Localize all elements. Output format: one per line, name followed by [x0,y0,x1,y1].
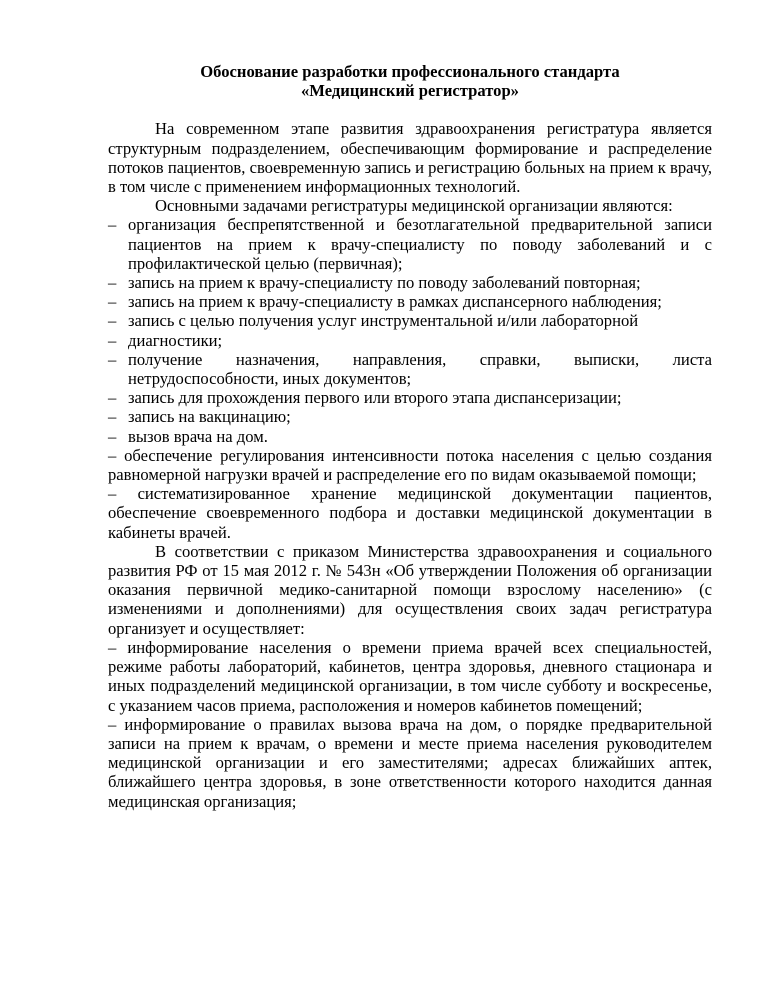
dash-marker: – [108,292,117,312]
list-item-text: организация беспрепятственной и безотлагательной предварительной записи пациентов на прием к врачу-специалисту по поводу заболеваний и с профилактической целью (первичная); [128,215,712,273]
dash-marker: – [108,637,117,657]
list-item [108,407,712,426]
list-item-text: запись на вакцинацию; [128,407,291,427]
list-item-text: диагностики; [128,330,223,350]
dash-marker: – [108,215,117,235]
list-item [108,388,712,407]
dash-marker: – [108,407,117,427]
list-item [108,350,712,388]
tasks-heading: Основными задачами регистратуры медицинской организации являются: [155,196,673,216]
function-item-text: информирование населения о времени приема врачей всех специальностей, режиме работы лабораторий, кабинетов, центра здоровья, дневного стационара и иных подразделений медицинской организации, в том числе субботу и воскресенье, с указанием часов приема, расположения и номеров кабинетов помещений; [108,637,712,715]
list-item [108,311,712,330]
list-item-text: запись на прием к врачу-специалисту в рамках диспансерного наблюдения; [128,292,662,312]
dash-marker: – [108,349,117,369]
dash-marker: – [108,484,117,504]
list-item [108,215,712,273]
list-item [108,273,712,292]
list-item-text: запись на прием к врачу-специалисту по поводу заболеваний повторная; [128,273,641,293]
title-line-1: Обоснование разработки профессионального стандарта [200,62,620,81]
function-item [108,715,712,811]
list-item-text: получение назначения, направления, справки, выписки, листа нетрудоспособности, иных документов; [128,349,712,389]
list-item-text: запись для прохождения первого или второго этапа диспансеризации; [128,388,622,408]
list-item [108,331,712,350]
list-item [108,427,712,446]
tasks-list [108,215,712,445]
document-page [108,62,712,811]
dash-marker: – [108,388,117,408]
list-item [108,292,712,311]
order-paragraph: В соответствии с приказом Министерства здравоохранения и социального развития РФ от 15 мая 2012 г. № 543н «Об утверждении Положения об организации оказания первичной медико-санитарной помощи взрослому населению» (с изменениями и дополнениями) для осуществления своих задач регистратура организует и осуществляет: [108,541,712,638]
flush-item [108,446,712,484]
list-item-text: запись с целью получения услуг инструментальной и/или лабораторной [128,311,639,331]
dash-marker: – [108,714,117,734]
intro-paragraph: На современном этапе развития здравоохранения регистратура является структурным подразделением, обеспечивающим формирование и распределение потоков пациентов, своевременную запись и регистрацию больных на прием к врачу, в том числе с применением информационных технологий. [108,119,712,197]
dash-marker: – [108,445,117,465]
flush-item-text: обеспечение регулирования интенсивности потока населения с целью создания равномерной нагрузки врачей и распределение его по видам оказываемой помощи; [108,445,712,485]
dash-marker: – [108,330,117,350]
dash-marker: – [108,426,117,446]
flush-item-text: систематизированное хранение медицинской документации пациентов, обеспечение своевременного подбора и доставки медицинской документации в кабинеты врачей. [108,484,713,542]
title-line-2: «Медицинский регистратор» [301,81,519,101]
function-item [108,638,712,715]
flush-item [108,484,712,542]
dash-marker: – [108,273,117,293]
dash-marker: – [108,311,117,331]
function-item-text: информирование о правилах вызова врача на дом, о порядке предварительной записи на прием к врачам, о времени и месте приема населения руководителем медицинской организации и его заместителями; адресах ближайших аптек, ближайшего центра здоровья, в зоне ответственности которого находится данная медицинская организация; [108,714,712,811]
document-title [108,62,712,100]
list-item-text: вызов врача на дом. [128,426,268,446]
